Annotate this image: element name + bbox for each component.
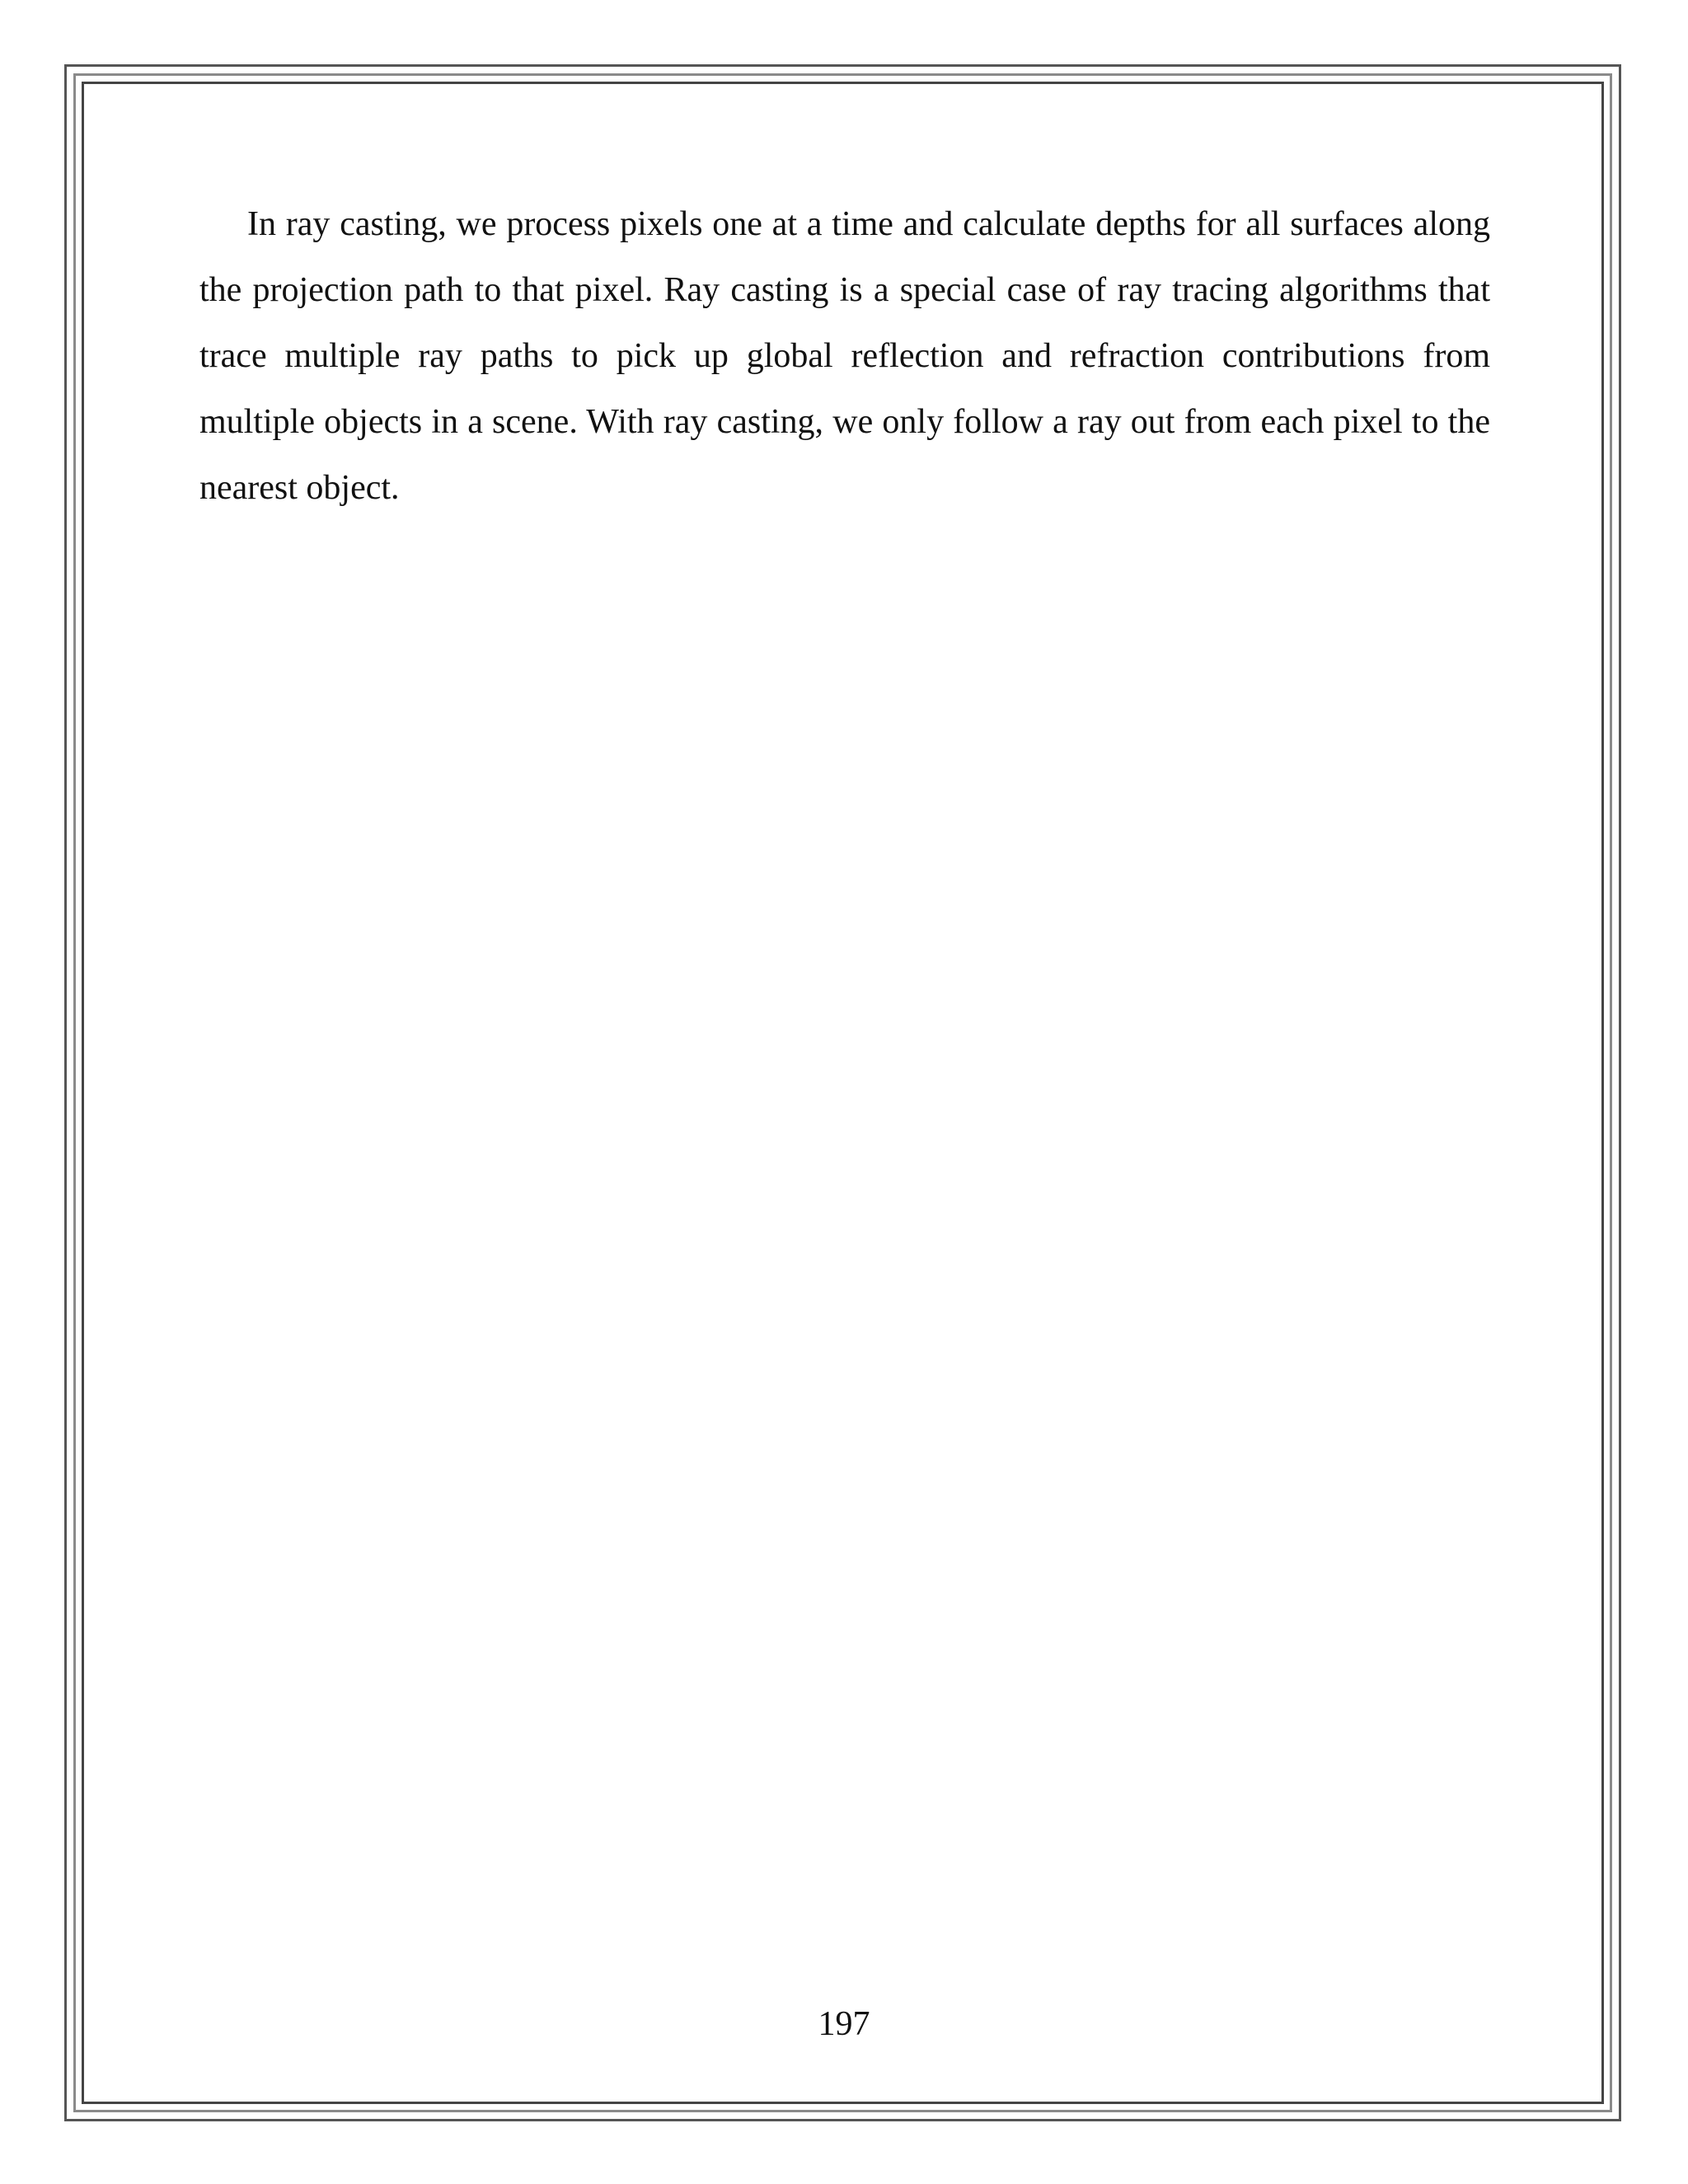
page-number: 197 xyxy=(818,2005,870,2043)
body-paragraph: In ray casting, we process pixels one at a time and calculate depths for all surfaces along the projection path to that pixel. Ray casting is a special case of ray tracing algorithms that trace multiple ray paths to pick up global reflection and refraction contributions from multiple objects in a scene. With ray casting, we only follow a ray out from each pixel to the nearest object. xyxy=(199,205,1490,507)
